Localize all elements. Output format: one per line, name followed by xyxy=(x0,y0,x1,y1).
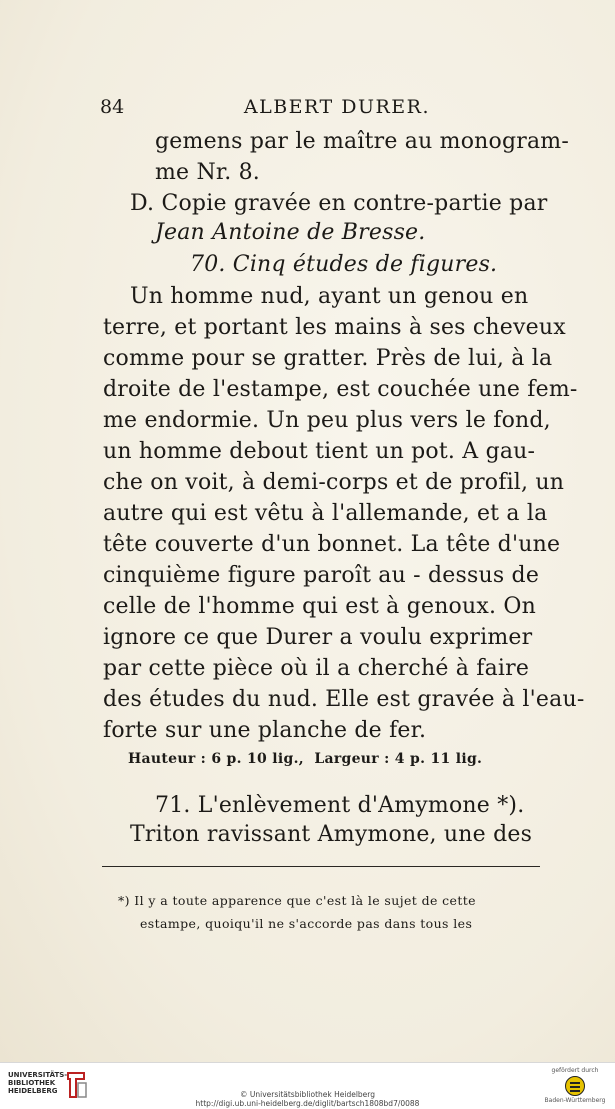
text-line-14: tête couverte d'un bonnet. La tête d'une xyxy=(103,532,561,557)
sponsor-name: Baden-Württemberg xyxy=(544,1097,606,1104)
dimensions-line: Hauteur : 6 p. 10 lig., Largeur : 4 p. 11 lig. xyxy=(128,751,483,767)
running-title: ALBERT DURER. xyxy=(243,96,430,118)
height-value: 6 p. 10 lig. xyxy=(211,751,299,767)
text-line-11: un homme debout tient un pot. A gau- xyxy=(103,439,536,464)
text-line-1: gemens par le maître au monogram- xyxy=(155,129,569,154)
copyright-text: © Universitätsbibliothek Heidelberg xyxy=(239,1090,375,1099)
sponsor-label: gefördert durch xyxy=(551,1067,599,1074)
text-line-19: des études du nud. Elle est gravée à l'eau- xyxy=(103,687,585,712)
text-line-4: Jean Antoine de Bresse. xyxy=(155,220,426,245)
width-label: Largeur : xyxy=(314,751,390,767)
text-line-6: Un homme nud, ayant un genou en xyxy=(130,284,529,309)
text-line-7: terre, et portant les mains à ses cheveux xyxy=(103,315,566,340)
footnote-line-1: *) Il y a toute apparence que c'est là le sujet de cette xyxy=(118,893,476,908)
text-line-20: forte sur une planche de fer. xyxy=(103,718,427,743)
text-line-17: ignore ce que Durer a voulu exprimer xyxy=(103,625,533,650)
text-line-13: autre qui est vêtu à l'allemande, et a la xyxy=(103,501,548,526)
text-line-10: me endormie. Un peu plus vers le fond, xyxy=(103,408,551,433)
digitization-footer xyxy=(0,1062,615,1109)
text-line-18: par cette pièce où il a cherché à faire xyxy=(103,656,530,681)
text-line-2: me Nr. 8. xyxy=(155,160,261,185)
page-number: 84 xyxy=(100,96,125,118)
footnote-rule xyxy=(102,866,540,867)
height-label: Hauteur : xyxy=(128,751,207,767)
text-line-15: cinquième figure paroît au - dessus de xyxy=(103,563,540,588)
text-line-16: celle de l'homme qui est à genoux. On xyxy=(103,594,536,619)
width-value: 4 p. 11 lig. xyxy=(394,751,483,767)
library-logo: UNIVERSITÄTS- BIBLIOTHEK HEIDELBERG xyxy=(8,1071,68,1095)
source-url[interactable]: http://digi.ub.uni-heidelberg.de/diglit/bartsch1808bd7/0088 xyxy=(195,1099,420,1108)
text-line-12: che on voit, à demi-corps et de profil, un xyxy=(103,470,565,495)
baden-wuerttemberg-emblem-icon xyxy=(565,1076,585,1096)
running-header xyxy=(100,98,430,117)
entry-71-first-line: Triton ravissant Amymone, une des xyxy=(130,822,533,847)
text-line-9: droite de l'estampe, est couchée une fem- xyxy=(103,377,578,402)
entry-71-heading: 71. L'enlèvement d'Amymone *). xyxy=(155,793,525,818)
text-line-3: D. Copie gravée en contre-partie par xyxy=(130,191,548,216)
footnote-line-2: estampe, quoiqu'il ne s'accorde pas dans tous les xyxy=(140,916,473,931)
text-line-8: comme pour se gratter. Près de lui, à la xyxy=(103,346,553,371)
sponsor-block xyxy=(543,1067,607,1104)
entry-70-heading: 70. Cinq études de figures. xyxy=(190,252,498,277)
